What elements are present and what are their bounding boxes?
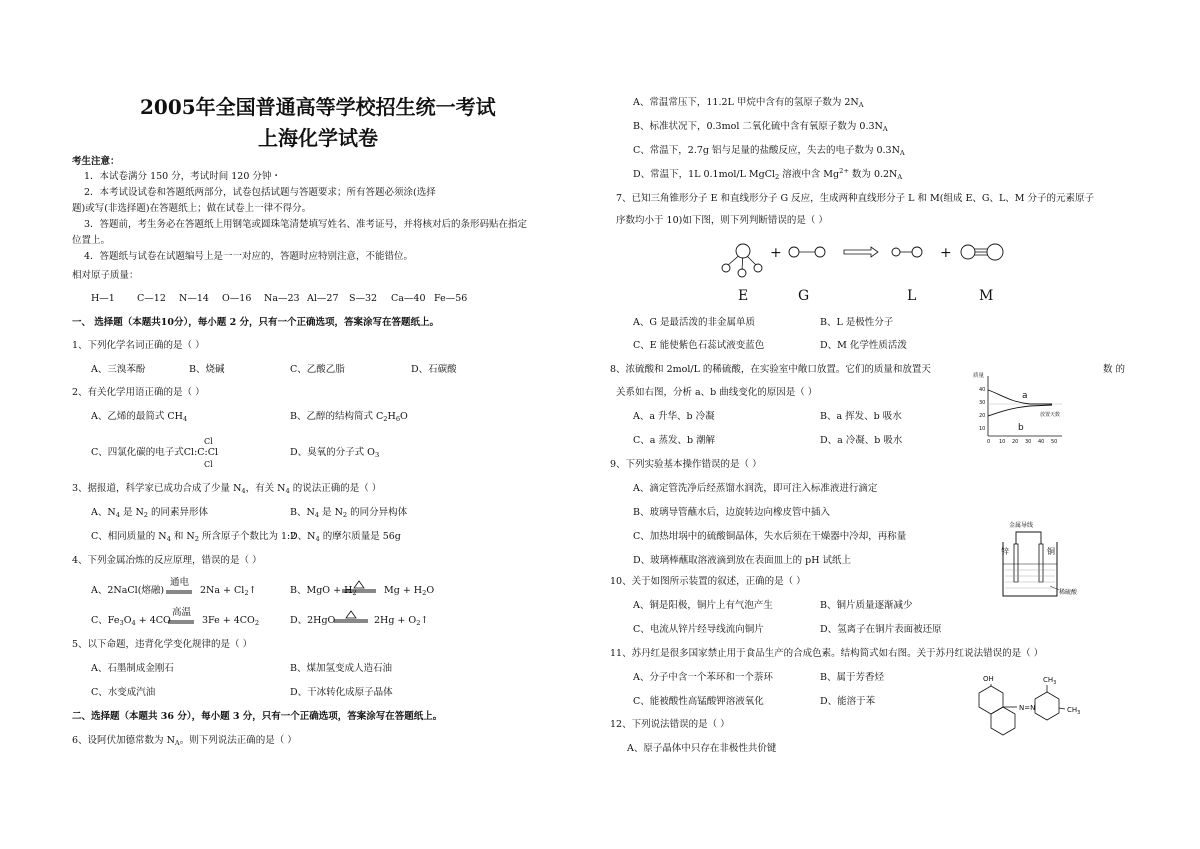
q8-option-c[interactable]: C、a 蒸发、b 潮解 <box>633 435 716 446</box>
q5-option-d[interactable]: D、干冰转化成原子晶体 <box>290 687 393 698</box>
q10-acid-label: 稀硫酸 <box>1059 589 1078 596</box>
q2-option-d[interactable]: D、臭氧的分子式 $O_3$ <box>290 447 380 459</box>
q10-stem: 10、关于如图所示装置的叙述，正确的是（ ） <box>610 576 806 587</box>
q7-plus-1: + <box>770 245 782 261</box>
q9-option-b[interactable]: B、玻璃导管蘸水后，边旋转边向橡皮管中插入 <box>633 507 830 518</box>
notice-item: 题)或写(非选择题)在答题纸上；做在试卷上一律不得分。 <box>72 203 312 214</box>
q9-option-a[interactable]: A、滴定管洗净后经蒸馏水润洗，即可注入标准液进行滴定 <box>633 483 878 494</box>
q2-option-c[interactable]: C、四氯化碳的电子式Cl:C:Cl <box>91 447 219 458</box>
q11-ch3-right-label: $CH_3$ <box>1067 706 1081 716</box>
q10-zn-label: 锌 <box>1001 547 1009 556</box>
notice-heading: 考生注意： <box>72 156 120 167</box>
q7-label-m: M <box>979 288 994 304</box>
q4-b-heat-arrow <box>342 580 378 594</box>
q11-stem: 11、苏丹红是很多国家禁止用于食品生产的合成色素。结构简式如右图。关于苏丹红说法错误的是（ ） <box>610 648 1044 659</box>
atomic-mass-value: S—32 <box>349 293 378 304</box>
q7-molecule-diagram <box>716 240 1036 286</box>
section2-heading: 二、选择题（本题共 36 分），每小题 3 分，只有一个正确选项，答案涂写在答题纸上。 <box>72 711 443 722</box>
q3-option-d[interactable]: D、$N_4$ 的摩尔质量是 56g <box>290 531 401 543</box>
atomic-mass-value: O—16 <box>222 293 252 304</box>
q5-option-c[interactable]: C、水变成汽油 <box>91 687 156 698</box>
q5-option-a[interactable]: A、石墨制成金刚石 <box>91 663 174 674</box>
q8-stem: 关系如右图，分析 a、b 曲线变化的原因是（ ） <box>616 387 818 398</box>
q8-option-d[interactable]: D、a 冷凝、b 吸水 <box>820 435 903 446</box>
q8-graph-ytick: 30 <box>979 400 986 406</box>
atomic-mass-value: N—14 <box>179 293 209 304</box>
q8-graph-ylabel: 质量 <box>973 373 985 379</box>
q8-mass-graph <box>970 370 1070 446</box>
q10-option-d[interactable]: D、氢离子在铜片表面被还原 <box>820 624 942 635</box>
q7-stem: 7、已知三角锥形分子 E 和直线形分子 G 反应，生成两种直线形分子 L 和 M(组成 E、G、L、M 分子的元素原子 <box>616 193 1095 204</box>
q2-stem: 2、有关化学用语正确的是（ ） <box>72 387 205 398</box>
q11-option-b[interactable]: B、属于芳香烃 <box>820 672 884 683</box>
notice-item: 4．答题纸与试卷在试题编号上是一一对应的，答题时应特别注意，不能错位。 <box>84 251 414 262</box>
q10-option-c[interactable]: C、电流从锌片经导线流向铜片 <box>633 624 764 635</box>
q10-option-b[interactable]: B、铜片质量逐渐减少 <box>820 600 913 611</box>
atomic-mass-value: C—12 <box>137 293 166 304</box>
q7-label-e: E <box>738 288 749 304</box>
q8-graph-xtick: 40 <box>1038 439 1045 445</box>
q10-wire-label: 金属导线 <box>1009 522 1034 529</box>
q7-plus-2: + <box>940 245 952 261</box>
q10-cell-figure <box>995 520 1085 600</box>
q6-option-a[interactable]: A、常温常压下，11.2L 甲烷中含有的氢原子数为 $2N_A$ <box>633 97 864 109</box>
q7-label-g: G <box>798 288 810 304</box>
q3-option-a[interactable]: A、$N_4$ 是 $N_2$ 的同素异形体 <box>91 507 209 519</box>
q8-graph-xtick: 20 <box>1012 439 1019 445</box>
q2-option-a[interactable]: A、乙烯的最简式 $CH_4$ <box>91 411 188 423</box>
atomic-mass-label: 相对原子质量： <box>72 270 139 281</box>
q5-stem: 5、以下命题，违背化学变化规律的是（ ） <box>72 639 253 650</box>
section1-heading: 一、 选择题（本题共10分），每小题 2 分，只有一个正确选项，答案涂写在答题纸上。 <box>72 317 440 328</box>
q4-option-a[interactable]: A、2NaCl(熔融) <box>91 585 165 596</box>
q11-sudan-structure <box>975 672 1095 736</box>
q6-option-d[interactable]: D、常温下，1L 0.1mol/L MgCl$_2$ 溶液中含 $Mg^{2+}$ 数为 $0.2N_A$ <box>633 166 903 181</box>
q11-ch3-top-label: $CH_3$ <box>1043 676 1057 686</box>
q10-cu-label: 铜 <box>1047 547 1055 556</box>
atomic-mass-value: Na—23 <box>264 293 300 304</box>
q1-stem: 1、下列化学名词正确的是（ ） <box>72 340 205 351</box>
q4-stem: 4、下列金属冶炼的反应原理，错误的是（ ） <box>72 555 262 566</box>
q11-azo-label: N=N <box>1019 704 1036 712</box>
q7-label-l: L <box>907 288 917 304</box>
q4-option-d[interactable]: D、2HgO <box>290 615 336 626</box>
q12-stem: 12、下列说法错误的是（ ） <box>610 719 730 730</box>
atomic-mass-value: Ca—40 <box>391 293 426 304</box>
exam-title-line1: 2005年全国普通高等学校招生统一考试 <box>140 95 496 119</box>
q7-stem: 序数均小于 10)如下图，则下列判断错误的是（ ） <box>616 215 828 226</box>
q11-option-a[interactable]: A、分子中含一个苯环和一个萘环 <box>633 672 773 683</box>
q4-b-product: $Mg + H_2O$ <box>384 585 435 597</box>
q8-graph-xlabel: 放置天数 <box>1040 412 1061 418</box>
q4-c-equals-arrow <box>168 620 196 624</box>
q7-option-c[interactable]: C、E 能使紫色石蕊试液变蓝色 <box>633 340 765 351</box>
q11-option-d[interactable]: D、能溶于苯 <box>820 696 876 707</box>
q4-a-product: $2Na + Cl_2↑$ <box>200 585 257 597</box>
atomic-mass-value: Al—27 <box>307 293 339 304</box>
q8-option-a[interactable]: A、a 升华、b 冷凝 <box>633 411 715 422</box>
q2-option-c-top-cl: Cl <box>204 437 213 446</box>
q4-option-c[interactable]: C、$Fe_3O_4 + 4CO$ <box>91 615 171 627</box>
notice-item: 位置上。 <box>72 235 111 246</box>
q11-option-c[interactable]: C、能被酸性高锰酸钾溶液氧化 <box>633 696 764 707</box>
q1-option-d[interactable]: D、石碳酸 <box>411 364 457 375</box>
q8-stem-end: 数 的 <box>1103 364 1126 375</box>
atomic-mass-value: Fe—56 <box>434 293 468 304</box>
notice-item: 3．答题前，考生务必在答题纸上用钢笔或圆珠笔清楚填写姓名、准考证号，并将核对后的条形码贴在指定 <box>84 219 528 230</box>
q9-option-d[interactable]: D、玻璃棒蘸取溶液滴到放在表面皿上的 pH 试纸上 <box>633 555 852 566</box>
q5-option-b[interactable]: B、煤加氢变成人造石油 <box>290 663 392 674</box>
q3-option-b[interactable]: B、$N_4$ 是 $N_2$ 的同分异构体 <box>290 507 408 519</box>
q4-a-condition: 通电 <box>170 577 190 588</box>
q1-option-a[interactable]: A、三溴苯酚 <box>91 364 146 375</box>
q8-graph-ytick: 20 <box>979 413 986 419</box>
q4-c-product: $3Fe + 4CO_2$ <box>202 615 260 627</box>
q3-stem: 3、据报道，科学家已成功合成了少量 $N_4$，有关 $N_4$ 的说法正确的是（ ） <box>72 483 382 495</box>
q2-option-c-bottom-cl: Cl <box>204 460 213 469</box>
q4-d-heat-arrow <box>334 610 370 624</box>
q6-option-c[interactable]: C、常温下，2.7g 铝与足量的盐酸反应，失去的电子数为 $0.3N_A$ <box>633 145 905 157</box>
q7-option-a[interactable]: A、G 是最活泼的非金属单质 <box>633 317 755 328</box>
q1-option-b[interactable]: B、烧碱 <box>189 364 225 375</box>
q7-option-d[interactable]: D、M 化学性质活泼 <box>820 340 907 351</box>
q10-option-a[interactable]: A、铜是阳极，铜片上有气泡产生 <box>633 600 773 611</box>
q8-option-b[interactable]: B、a 挥发、b 吸水 <box>820 411 902 422</box>
q7-option-b[interactable]: B、L 是极性分子 <box>820 317 894 328</box>
q11-oh-label: OH <box>983 675 994 683</box>
q4-c-condition: 高温 <box>172 607 192 618</box>
q8-graph-xtick: 0 <box>987 439 991 445</box>
q9-stem: 9、下列实验基本操作错误的是（ ） <box>610 459 762 470</box>
q2-option-b[interactable]: B、乙醇的结构简式 $C_2H_6O$ <box>290 411 408 423</box>
q6-option-b[interactable]: B、标准状况下，0.3mol 二氧化硫中含有氧原子数为 $0.3N_A$ <box>633 121 888 133</box>
atomic-mass-value: H—1 <box>91 293 115 304</box>
q4-a-equals-arrow <box>166 590 194 594</box>
q9-option-c[interactable]: C、加热坩埚中的硫酸铜晶体，失水后须在干燥器中冷却，再称量 <box>633 531 907 542</box>
q12-option-a[interactable]: A、原子晶体中只存在非极性共价键 <box>627 743 777 754</box>
q4-option-b[interactable]: B、MgO + $H_2$ <box>290 585 357 597</box>
q8-graph-curve-b: b <box>1018 423 1024 433</box>
exam-title-line2: 上海化学试卷 <box>258 126 378 150</box>
q3-option-c[interactable]: C、相同质量的 $N_4$ 和 $N_2$ 所含原子个数比为 1:2 <box>91 531 297 543</box>
q8-graph-xtick: 10 <box>999 439 1006 445</box>
q8-graph-ytick: 10 <box>979 426 986 432</box>
q8-graph-ytick: 40 <box>979 387 986 393</box>
q8-graph-xtick: 30 <box>1025 439 1032 445</box>
notice-item: 1．本试卷满分 150 分，考试时间 120 分钟・ <box>84 171 281 182</box>
q8-graph-xtick: 50 <box>1051 439 1058 445</box>
q8-stem: 8、浓硫酸和 2mol/L 的稀硫酸，在实验室中敞口放置。它们的质量和放置天 <box>610 364 931 375</box>
q1-option-c[interactable]: C、乙酸乙脂 <box>290 364 345 375</box>
q6-stem: 6、设阿伏加德常数为 $N_A$。则下列说法正确的是（ ） <box>72 735 297 747</box>
q4-d-product: $2Hg + O_2↑$ <box>374 615 429 627</box>
q8-graph-curve-a: a <box>1022 391 1028 401</box>
notice-item: 2．本考试设试卷和答题纸两部分，试卷包括试题与答题要求；所有答题必须涂(选择 <box>84 187 436 198</box>
